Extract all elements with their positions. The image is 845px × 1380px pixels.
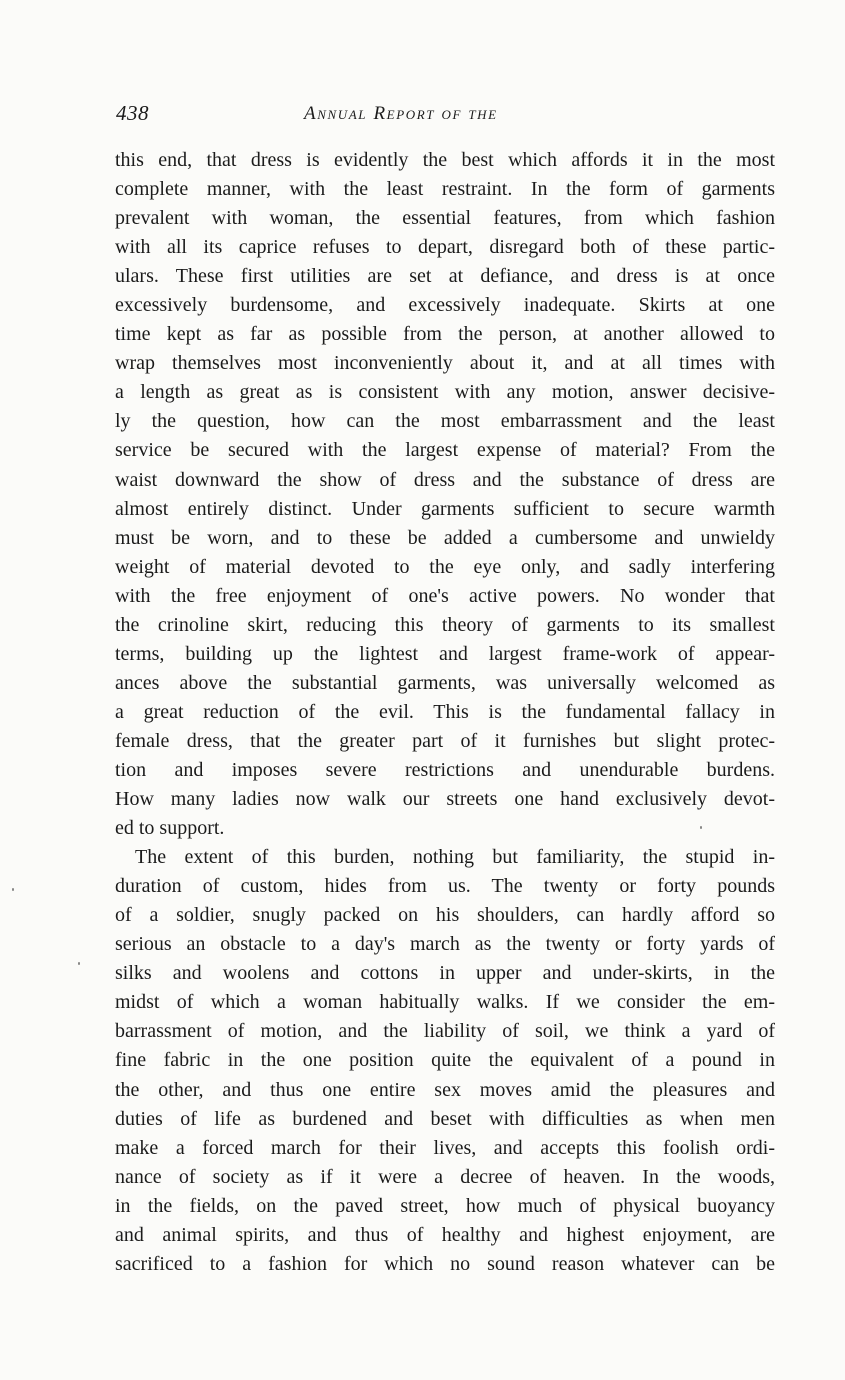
text-line: barrassment of motion, and the liability of soil, we think a yard of: [115, 1020, 775, 1043]
text-line: and animal spirits, and thus of healthy and highest enjoyment, are: [115, 1223, 775, 1246]
text-line: ly the question, how can the most embarrassment and the least: [115, 410, 775, 433]
text-line: a great reduction of the evil. This is the fundamental fallacy in: [115, 700, 775, 723]
text-line: make a forced march for their lives, and accepts this foolish ordi-: [115, 1136, 775, 1159]
text-line: must be worn, and to these be added a cumbersome and unwieldy: [115, 526, 775, 549]
page-number: 438: [116, 101, 149, 125]
text-line: How many ladies now walk our streets one hand exclusively devot-: [115, 788, 775, 811]
text-line: excessively burdensome, and excessively inadequate. Skirts at one: [115, 294, 775, 317]
text-line: with the free enjoyment of one's active powers. No wonder that: [115, 584, 775, 607]
text-line: weight of material devoted to the eye only, and sadly interfering: [115, 555, 775, 578]
text-line: almost entirely distinct. Under garments sufficient to secure warmth: [115, 497, 775, 520]
text-line: duties of life as burdened and beset with difficulties as when men: [115, 1107, 775, 1130]
text-line: the crinoline skirt, reducing this theory of garments to its smallest: [115, 613, 775, 636]
text-line: fine fabric in the one position quite the equivalent of a pound in: [115, 1049, 775, 1072]
text-line: of a soldier, snugly packed on his shoulders, can hardly afford so: [115, 904, 775, 927]
text-line: prevalent with woman, the essential features, from which fashion: [115, 207, 775, 230]
running-head: Annual Report of the: [304, 103, 498, 124]
text-line: serious an obstacle to a day's march as the twenty or forty yards of: [115, 933, 775, 956]
scan-speck: [700, 826, 702, 829]
text-line: ances above the substantial garments, was universally welcomed as: [115, 671, 775, 694]
scan-speck: [12, 888, 14, 891]
text-line: service be secured with the largest expense of material? From the: [115, 439, 775, 462]
text-line: wrap themselves most inconveniently about it, and at all times with: [115, 352, 775, 375]
text-line: The extent of this burden, nothing but familiarity, the stupid in-: [135, 846, 775, 869]
text-line: sacrificed to a fashion for which no sound reason whatever can be: [115, 1252, 775, 1275]
text-line: ed to support.: [115, 817, 225, 840]
text-line: a length as great as is consistent with any motion, answer decisive-: [115, 381, 775, 404]
page-header: [116, 101, 772, 131]
scan-speck: [78, 962, 80, 965]
text-line: complete manner, with the least restraint. In the form of garments: [115, 178, 775, 201]
paragraph: [115, 843, 775, 1279]
body-text: [115, 146, 775, 1279]
text-line: ulars. These first utilities are set at defiance, and dress is at once: [115, 265, 775, 288]
text-line: with all its caprice refuses to depart, disregard both of these partic-: [115, 236, 775, 259]
text-line: this end, that dress is evidently the best which affords it in the most: [115, 149, 775, 171]
text-line: duration of custom, hides from us. The twenty or forty pounds: [115, 875, 775, 898]
text-line: silks and woolens and cottons in upper and under-skirts, in the: [115, 962, 775, 985]
text-line: tion and imposes severe restrictions and unendurable burdens.: [115, 758, 775, 781]
paragraph: [115, 146, 775, 843]
text-line: time kept as far as possible from the person, at another allowed to: [115, 323, 775, 346]
text-line: the other, and thus one entire sex moves amid the pleasures and: [115, 1078, 775, 1101]
text-line: midst of which a woman habitually walks. If we consider the em-: [115, 991, 775, 1014]
text-line: terms, building up the lightest and largest frame-work of appear-: [115, 642, 775, 665]
text-line: female dress, that the greater part of it furnishes but slight protec-: [115, 729, 775, 752]
text-line: nance of society as if it were a decree of heaven. In the woods,: [115, 1165, 775, 1188]
text-line: in the fields, on the paved street, how much of physical buoyancy: [115, 1194, 775, 1217]
text-line: waist downward the show of dress and the substance of dress are: [115, 468, 775, 491]
